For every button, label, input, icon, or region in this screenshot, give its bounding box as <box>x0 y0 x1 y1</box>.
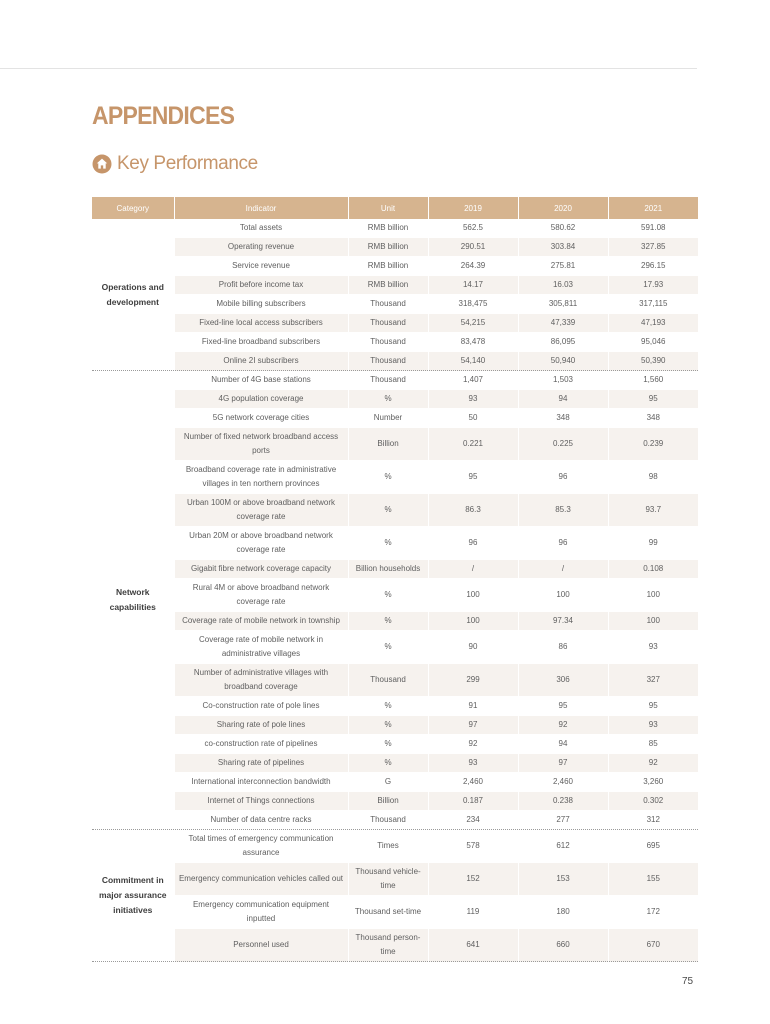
unit-cell: Thousand <box>348 664 428 697</box>
table-row <box>92 257 698 276</box>
indicator-cell: Service revenue <box>174 257 348 276</box>
table-row <box>92 811 698 830</box>
unit-cell: RMB billion <box>348 276 428 295</box>
unit-cell: % <box>348 527 428 560</box>
indicator-cell: Number of administrative villages with broadband coverage <box>174 664 348 697</box>
value-2020-cell: 96 <box>518 461 608 494</box>
value-2021-cell: 47,193 <box>608 314 698 333</box>
value-2019-cell: 1,407 <box>428 371 518 390</box>
column-header: Indicator <box>174 197 348 219</box>
top-rule <box>0 68 697 69</box>
value-2020-cell: 275.81 <box>518 257 608 276</box>
value-2020-cell: 306 <box>518 664 608 697</box>
table-header-row <box>92 197 698 219</box>
unit-cell: Thousand <box>348 811 428 830</box>
value-2020-cell: 303.84 <box>518 238 608 257</box>
value-2019-cell: 0.221 <box>428 428 518 461</box>
value-2019-cell: 95 <box>428 461 518 494</box>
table-row <box>92 527 698 560</box>
table-row <box>92 409 698 428</box>
page-number: 75 <box>682 976 694 987</box>
table-row <box>92 631 698 664</box>
value-2020-cell: 1,503 <box>518 371 608 390</box>
table-row <box>92 664 698 697</box>
table-row <box>92 929 698 962</box>
value-2021-cell: 100 <box>608 612 698 631</box>
unit-cell: Thousand set-time <box>348 896 428 929</box>
table-row <box>92 896 698 929</box>
table-row <box>92 792 698 811</box>
value-2020-cell: 94 <box>518 390 608 409</box>
value-2020-cell: 92 <box>518 716 608 735</box>
unit-cell: Thousand vehicle-time <box>348 863 428 896</box>
value-2021-cell: 93 <box>608 716 698 735</box>
value-2021-cell: 327.85 <box>608 238 698 257</box>
value-2020-cell: 50,940 <box>518 352 608 371</box>
column-header: 2019 <box>428 197 518 219</box>
unit-cell: RMB billion <box>348 257 428 276</box>
value-2019-cell: 578 <box>428 830 518 863</box>
column-header: 2020 <box>518 197 608 219</box>
indicator-cell: Urban 20M or above broadband network coverage rate <box>174 527 348 560</box>
value-2019-cell: 86.3 <box>428 494 518 527</box>
table-row <box>92 863 698 896</box>
table-row <box>92 735 698 754</box>
value-2021-cell: 0.108 <box>608 560 698 579</box>
value-2019-cell: 54,215 <box>428 314 518 333</box>
unit-cell: % <box>348 579 428 612</box>
unit-cell: G <box>348 773 428 792</box>
unit-cell: Thousand <box>348 314 428 333</box>
value-2020-cell: 580.62 <box>518 219 608 238</box>
unit-cell: % <box>348 716 428 735</box>
table-row <box>92 333 698 352</box>
table-row <box>92 276 698 295</box>
value-2019-cell: 50 <box>428 409 518 428</box>
value-2020-cell: 0.225 <box>518 428 608 461</box>
unit-cell: % <box>348 390 428 409</box>
unit-cell: % <box>348 631 428 664</box>
value-2019-cell: 97 <box>428 716 518 735</box>
value-2020-cell: 86 <box>518 631 608 664</box>
value-2019-cell: 152 <box>428 863 518 896</box>
value-2021-cell: 312 <box>608 811 698 830</box>
table-row <box>92 612 698 631</box>
value-2019-cell: 318,475 <box>428 295 518 314</box>
value-2019-cell: 100 <box>428 579 518 612</box>
category-cell: Operations and development <box>92 219 174 371</box>
value-2019-cell: 93 <box>428 754 518 773</box>
unit-cell: Times <box>348 830 428 863</box>
unit-cell: Thousand person-time <box>348 929 428 962</box>
table-row <box>92 295 698 314</box>
value-2019-cell: 290.51 <box>428 238 518 257</box>
value-2021-cell: 3,260 <box>608 773 698 792</box>
value-2021-cell: 695 <box>608 830 698 863</box>
unit-cell: Billion <box>348 428 428 461</box>
unit-cell: Number <box>348 409 428 428</box>
indicator-cell: Online 2I subscribers <box>174 352 348 371</box>
unit-cell: Thousand <box>348 371 428 390</box>
value-2020-cell: 153 <box>518 863 608 896</box>
value-2021-cell: 327 <box>608 664 698 697</box>
value-2019-cell: 264.39 <box>428 257 518 276</box>
unit-cell: % <box>348 697 428 716</box>
value-2020-cell: 2,460 <box>518 773 608 792</box>
indicator-cell: 4G population coverage <box>174 390 348 409</box>
value-2021-cell: 1,560 <box>608 371 698 390</box>
value-2021-cell: 92 <box>608 754 698 773</box>
indicator-cell: Number of data centre racks <box>174 811 348 830</box>
table-row <box>92 754 698 773</box>
indicator-cell: Total assets <box>174 219 348 238</box>
value-2020-cell: 612 <box>518 830 608 863</box>
value-2021-cell: 17.93 <box>608 276 698 295</box>
indicator-cell: Number of fixed network broadband access ports <box>174 428 348 461</box>
unit-cell: Thousand <box>348 333 428 352</box>
indicator-cell: Operating revenue <box>174 238 348 257</box>
value-2019-cell: 92 <box>428 735 518 754</box>
value-2020-cell: 0.238 <box>518 792 608 811</box>
unit-cell: % <box>348 612 428 631</box>
value-2020-cell: 660 <box>518 929 608 962</box>
section-title: APPENDICES <box>92 102 235 130</box>
value-2020-cell: 95 <box>518 697 608 716</box>
indicator-cell: co-construction rate of pipelines <box>174 735 348 754</box>
subtitle <box>92 153 258 175</box>
value-2019-cell: 14.17 <box>428 276 518 295</box>
value-2021-cell: 99 <box>608 527 698 560</box>
value-2021-cell: 348 <box>608 409 698 428</box>
key-performance-table <box>92 197 698 962</box>
table-row <box>92 716 698 735</box>
category-cell: Network capabilities <box>92 371 174 830</box>
table-row <box>92 390 698 409</box>
value-2021-cell: 317,115 <box>608 295 698 314</box>
value-2019-cell: 0.187 <box>428 792 518 811</box>
value-2019-cell: 96 <box>428 527 518 560</box>
unit-cell: % <box>348 735 428 754</box>
value-2020-cell: 277 <box>518 811 608 830</box>
value-2019-cell: 54,140 <box>428 352 518 371</box>
table-row <box>92 352 698 371</box>
table-row <box>92 560 698 579</box>
value-2019-cell: 562.5 <box>428 219 518 238</box>
value-2020-cell: 86,095 <box>518 333 608 352</box>
value-2021-cell: 95 <box>608 390 698 409</box>
value-2019-cell: 234 <box>428 811 518 830</box>
value-2019-cell: 91 <box>428 697 518 716</box>
indicator-cell: Personnel used <box>174 929 348 962</box>
indicator-cell: Emergency communication equipment inputted <box>174 896 348 929</box>
unit-cell: Thousand <box>348 295 428 314</box>
value-2021-cell: 591.08 <box>608 219 698 238</box>
column-header: Category <box>92 197 174 219</box>
value-2021-cell: 93.7 <box>608 494 698 527</box>
indicator-cell: Coverage rate of mobile network in township <box>174 612 348 631</box>
value-2020-cell: 180 <box>518 896 608 929</box>
unit-cell: % <box>348 754 428 773</box>
indicator-cell: Rural 4M or above broadband network coverage rate <box>174 579 348 612</box>
value-2020-cell: 97.34 <box>518 612 608 631</box>
value-2021-cell: 0.239 <box>608 428 698 461</box>
indicator-cell: Mobile billing subscribers <box>174 295 348 314</box>
value-2021-cell: 85 <box>608 735 698 754</box>
table-row <box>92 830 698 863</box>
column-header: Unit <box>348 197 428 219</box>
table-row <box>92 238 698 257</box>
indicator-cell: Number of 4G base stations <box>174 371 348 390</box>
indicator-cell: International interconnection bandwidth <box>174 773 348 792</box>
indicator-cell: Emergency communication vehicles called out <box>174 863 348 896</box>
table-body <box>92 219 698 962</box>
unit-cell: Billion households <box>348 560 428 579</box>
value-2020-cell: 348 <box>518 409 608 428</box>
value-2019-cell: 100 <box>428 612 518 631</box>
value-2019-cell: 83,478 <box>428 333 518 352</box>
indicator-cell: 5G network coverage cities <box>174 409 348 428</box>
indicator-cell: Urban 100M or above broadband network coverage rate <box>174 494 348 527</box>
value-2020-cell: / <box>518 560 608 579</box>
table-row <box>92 371 698 390</box>
value-2021-cell: 95 <box>608 697 698 716</box>
indicator-cell: Sharing rate of pipelines <box>174 754 348 773</box>
unit-cell: Thousand <box>348 352 428 371</box>
indicator-cell: Sharing rate of pole lines <box>174 716 348 735</box>
unit-cell: RMB billion <box>348 219 428 238</box>
value-2021-cell: 93 <box>608 631 698 664</box>
value-2021-cell: 0.302 <box>608 792 698 811</box>
table-row <box>92 219 698 238</box>
table-row <box>92 494 698 527</box>
value-2020-cell: 305,811 <box>518 295 608 314</box>
value-2020-cell: 97 <box>518 754 608 773</box>
value-2019-cell: 93 <box>428 390 518 409</box>
indicator-cell: Fixed-line local access subscribers <box>174 314 348 333</box>
value-2021-cell: 100 <box>608 579 698 612</box>
table-row <box>92 697 698 716</box>
value-2021-cell: 50,390 <box>608 352 698 371</box>
value-2020-cell: 100 <box>518 579 608 612</box>
value-2019-cell: 641 <box>428 929 518 962</box>
value-2020-cell: 85.3 <box>518 494 608 527</box>
home-icon <box>92 154 112 174</box>
table-row <box>92 773 698 792</box>
value-2019-cell: 90 <box>428 631 518 664</box>
value-2020-cell: 47,339 <box>518 314 608 333</box>
value-2021-cell: 172 <box>608 896 698 929</box>
table-row <box>92 314 698 333</box>
table-row <box>92 428 698 461</box>
unit-cell: Billion <box>348 792 428 811</box>
value-2021-cell: 670 <box>608 929 698 962</box>
value-2019-cell: / <box>428 560 518 579</box>
value-2019-cell: 119 <box>428 896 518 929</box>
indicator-cell: Coverage rate of mobile network in administrative villages <box>174 631 348 664</box>
value-2021-cell: 296.15 <box>608 257 698 276</box>
value-2019-cell: 2,460 <box>428 773 518 792</box>
unit-cell: % <box>348 494 428 527</box>
indicator-cell: Internet of Things connections <box>174 792 348 811</box>
subtitle-text: Key Performance <box>117 153 258 174</box>
value-2021-cell: 155 <box>608 863 698 896</box>
unit-cell: RMB billion <box>348 238 428 257</box>
column-header: 2021 <box>608 197 698 219</box>
indicator-cell: Gigabit fibre network coverage capacity <box>174 560 348 579</box>
value-2020-cell: 96 <box>518 527 608 560</box>
value-2020-cell: 94 <box>518 735 608 754</box>
value-2019-cell: 299 <box>428 664 518 697</box>
value-2021-cell: 95,046 <box>608 333 698 352</box>
indicator-cell: Profit before income tax <box>174 276 348 295</box>
value-2021-cell: 98 <box>608 461 698 494</box>
category-cell: Commitment in major assurance initiatives <box>92 830 174 962</box>
unit-cell: % <box>348 461 428 494</box>
table-row <box>92 579 698 612</box>
table-row <box>92 461 698 494</box>
indicator-cell: Co-construction rate of pole lines <box>174 697 348 716</box>
indicator-cell: Total times of emergency communication assurance <box>174 830 348 863</box>
indicator-cell: Broadband coverage rate in administrative villages in ten northern provinces <box>174 461 348 494</box>
indicator-cell: Fixed-line broadband subscribers <box>174 333 348 352</box>
value-2020-cell: 16.03 <box>518 276 608 295</box>
